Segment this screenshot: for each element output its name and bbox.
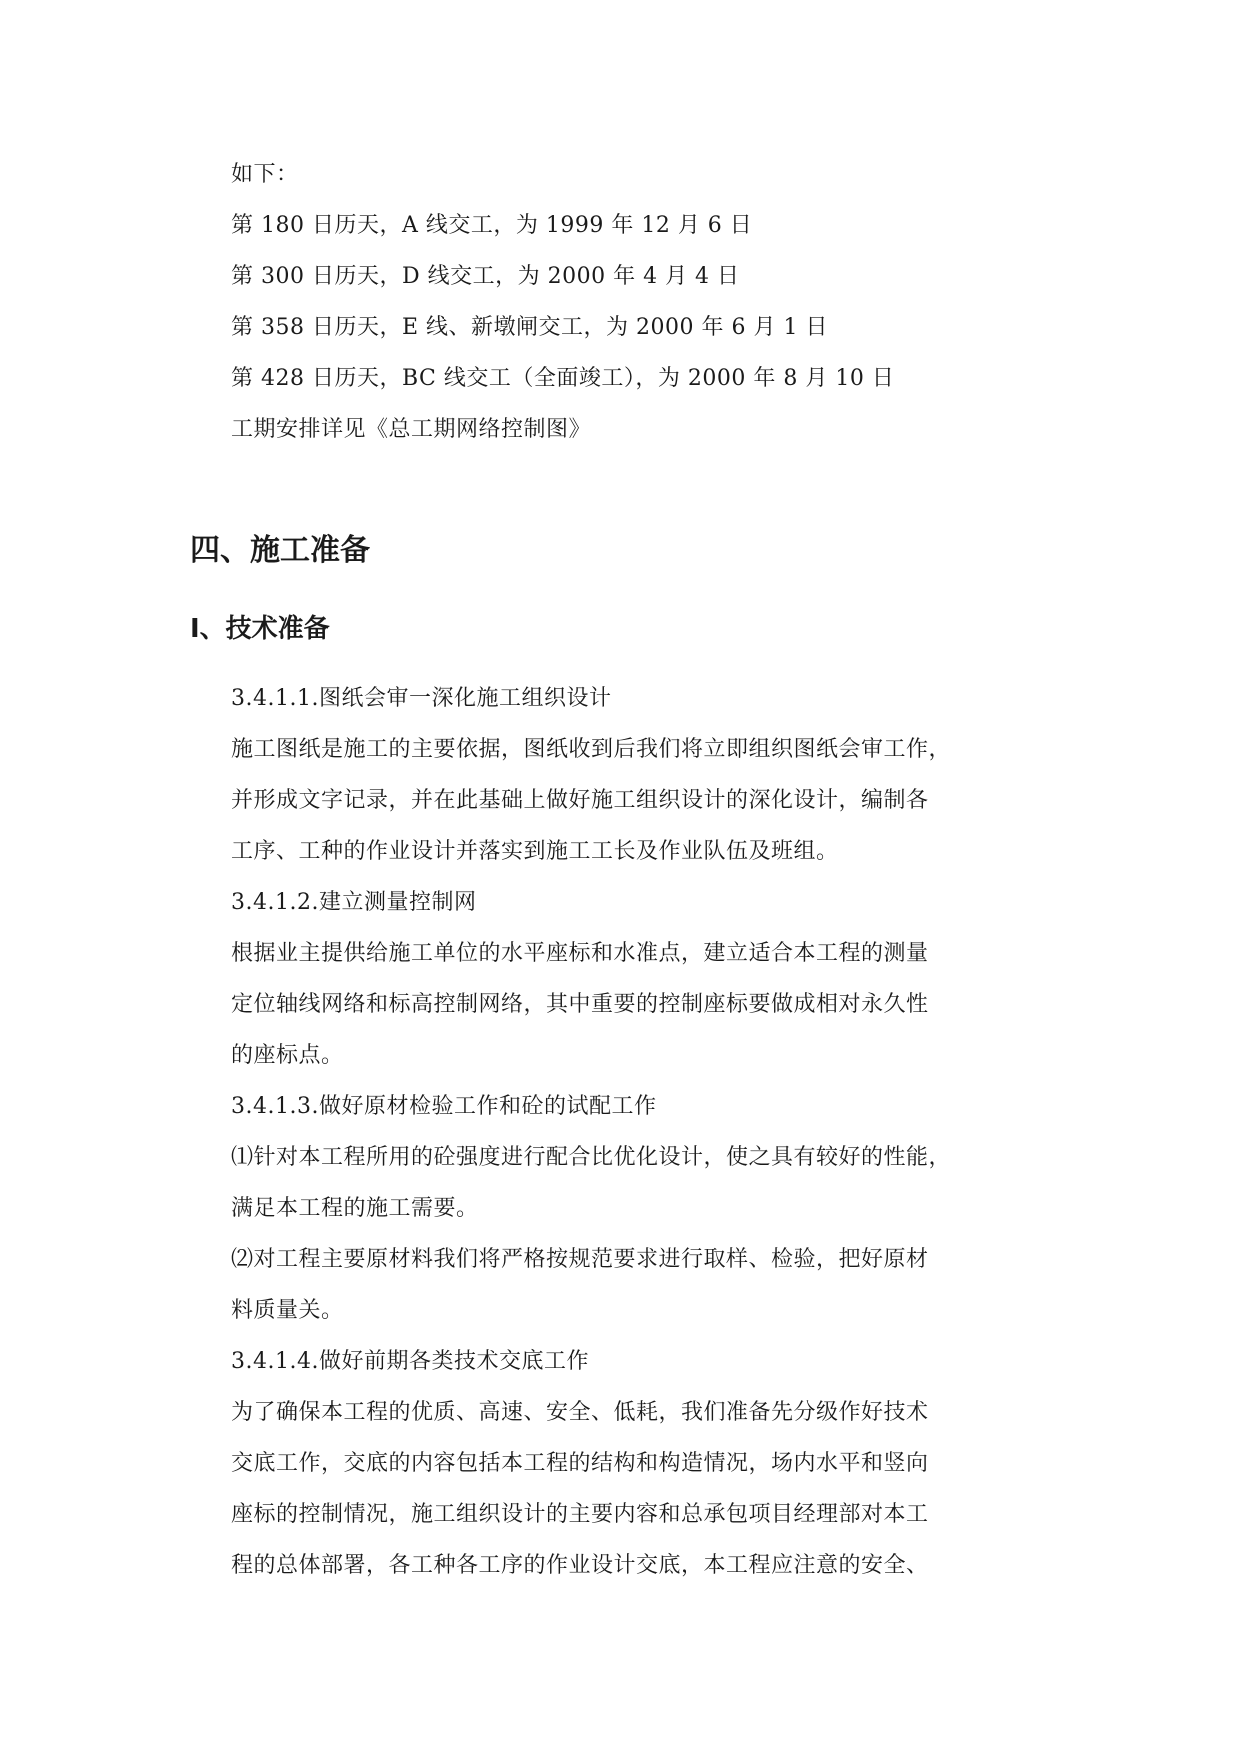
paragraph-line: 料质量关。 [231,1298,344,1323]
paragraph-line: 工序、工种的作业设计并落实到施工工长及作业队伍及班组。 [231,839,839,864]
paragraph-line: ⑵对工程主要原材料我们将严格按规范要求进行取样、检验，把好原材 [231,1247,929,1272]
schedule-item: 第 428 日历天，BC 线交工（全面竣工），为 2000 年 8 月 10 日 [231,366,895,391]
clause-heading: 3.4.1.1.图纸会审一深化施工组织设计 [231,686,612,711]
schedule-item: 第 300 日历天，D 线交工，为 2000 年 4 月 4 日 [231,264,740,289]
clause-heading: 3.4.1.3.做好原材检验工作和砼的试配工作 [231,1094,657,1119]
paragraph-line: ⑴针对本工程所用的砼强度进行配合比优化设计，使之具有较好的性能， [231,1145,952,1170]
paragraph-line: 交底工作，交底的内容包括本工程的结构和构造情况，场内水平和竖向 [231,1451,929,1476]
paragraph-line: 为了确保本工程的优质、高速、安全、低耗，我们准备先分级作好技术 [231,1400,929,1425]
schedule-item: 第 358 日历天，E 线、新墩闸交工，为 2000 年 6 月 1 日 [231,315,828,340]
paragraph-line: 座标的控制情况，施工组织设计的主要内容和总承包项目经理部对本工 [231,1502,929,1527]
subsection-heading: I、技术准备 [190,614,330,644]
section-heading: 四、施工准备 [190,533,370,568]
paragraph-line: 施工图纸是施工的主要依据，图纸收到后我们将立即组织图纸会审工作， [231,737,952,762]
paragraph-line: 的座标点。 [231,1043,344,1068]
paragraph-line: 满足本工程的施工需要。 [231,1196,479,1221]
paragraph-line: 程的总体部署，各工种各工序的作业设计交底，本工程应注意的安全、 [231,1553,929,1578]
clause-heading: 3.4.1.2.建立测量控制网 [231,890,477,915]
schedule-item: 第 180 日历天，A 线交工，为 1999 年 12 月 6 日 [231,213,753,238]
paragraph-line: 根据业主提供给施工单位的水平座标和水准点，建立适合本工程的测量 [231,941,929,966]
clause-heading: 3.4.1.4.做好前期各类技术交底工作 [231,1349,589,1374]
paragraph-line: 定位轴线网络和标高控制网络，其中重要的控制座标要做成相对永久性 [231,992,929,1017]
paragraph-line: 并形成文字记录，并在此基础上做好施工组织设计的深化设计，编制各 [231,788,929,813]
schedule-intro: 如下： [231,162,299,187]
schedule-note: 工期安排详见《总工期网络控制图》 [231,417,592,442]
